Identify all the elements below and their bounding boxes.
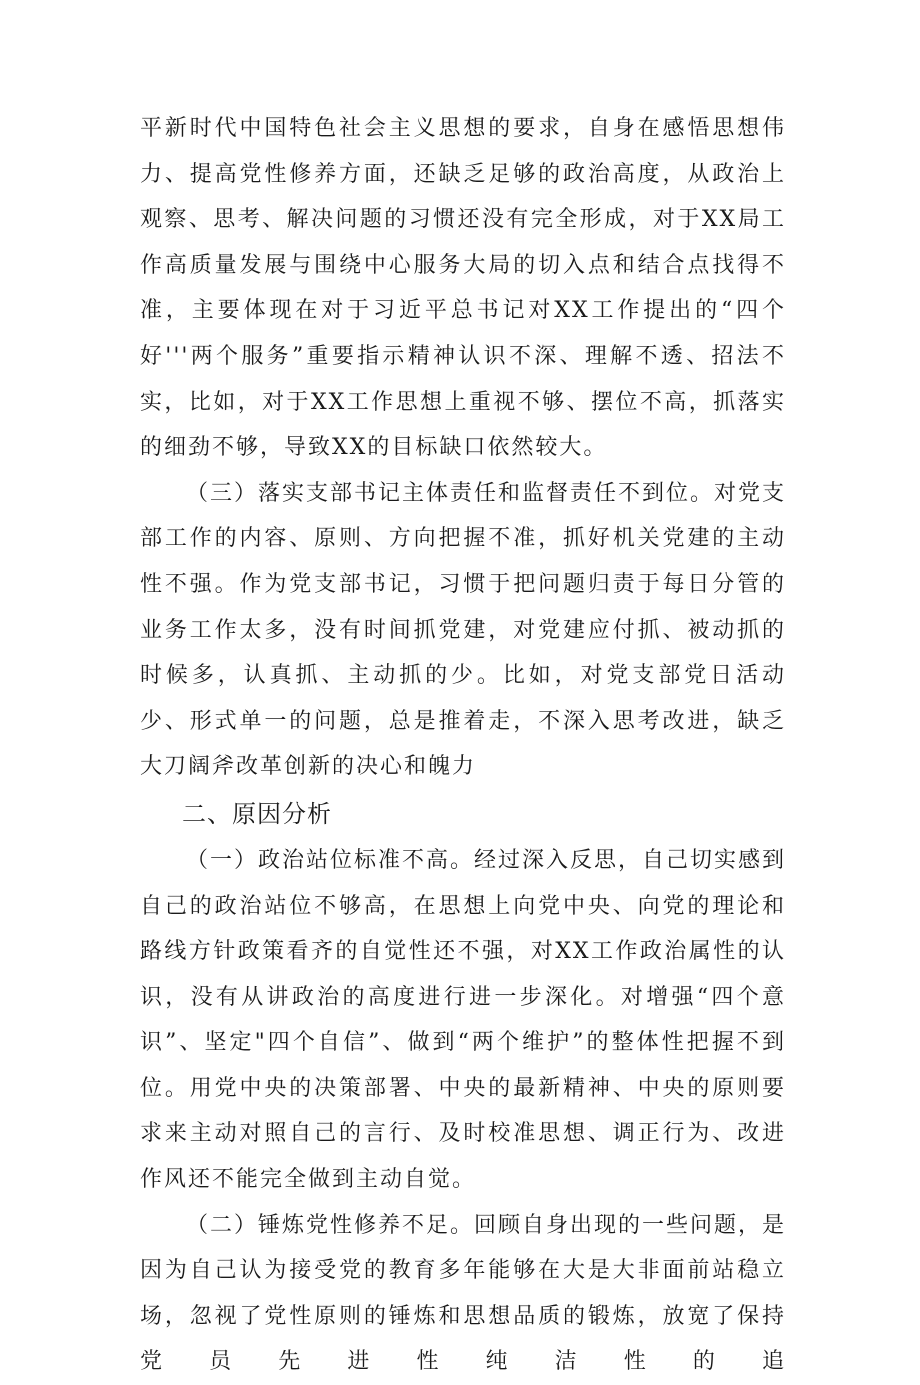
paragraph-political-stance: （一）政治站位标准不高。经过深入反思，自己切实感到自己的政治站位不够高，在思想上向党中央、向党的理论和路线方针政策看齐的自觉性还不强，对XX工作政治属性的认识，没有从讲政治的高度进行进一步深化。对增强“四个意识”、坚定"四个自信”、做到“两个维护”的整体性把握不到位。用党中央的决策部署、中央的最新精神、中央的原则要求来主动对照自己的言行、及时校准思想、调正行为、改进作风还不能完全做到主动自觉。 xyxy=(140,847,787,1193)
paragraph-party-spirit: （二）锤炼党性修养不足。回顾自身出现的一些问题，是因为自己认为接受党的教育多年能够在大是大非面前站稳立场，忽视了党性原则的锤炼和思想品质的锻炼，放宽了保持党员先进性纯洁性的追 xyxy=(140,1212,787,1375)
document-body xyxy=(140,106,786,1385)
paragraph-section-three: （三）落实支部书记主体责任和监督责任不到位。对党支部工作的内容、原则、方向把握不准，抓好机关党建的主动性不强。作为党支部书记，习惯于把问题归责于每日分管的业务工作太多，没有时间抓党建，对党建应付抓、被动抓的时候多，认真抓、主动抓的少。比如，对党支部党日活动少、形式单一的问题，总是推着走，不深入思考改进，缺乏大刀阔斧改革创新的决心和魄力 xyxy=(140,480,787,780)
section-heading: 二、原因分析 xyxy=(182,799,332,828)
paragraph-continued: 平新时代中国特色社会主义思想的要求，自身在感悟思想伟力、提高党性修养方面，还缺乏足够的政治高度，从政治上观察、思考、解决问题的习惯还没有完全形成，对于XX局工作高质量发展与围绕中心服务大局的切入点和结合点找得不准，主要体现在对于习近平总书记对XX工作提出的“四个好'''两个服务”重要指示精神认识不深、理解不透、招法不实，比如，对于XX工作思想上重视不够、摆位不高，抓落实的细劲不够，导致XX的目标缺口依然较大。 xyxy=(140,116,786,461)
